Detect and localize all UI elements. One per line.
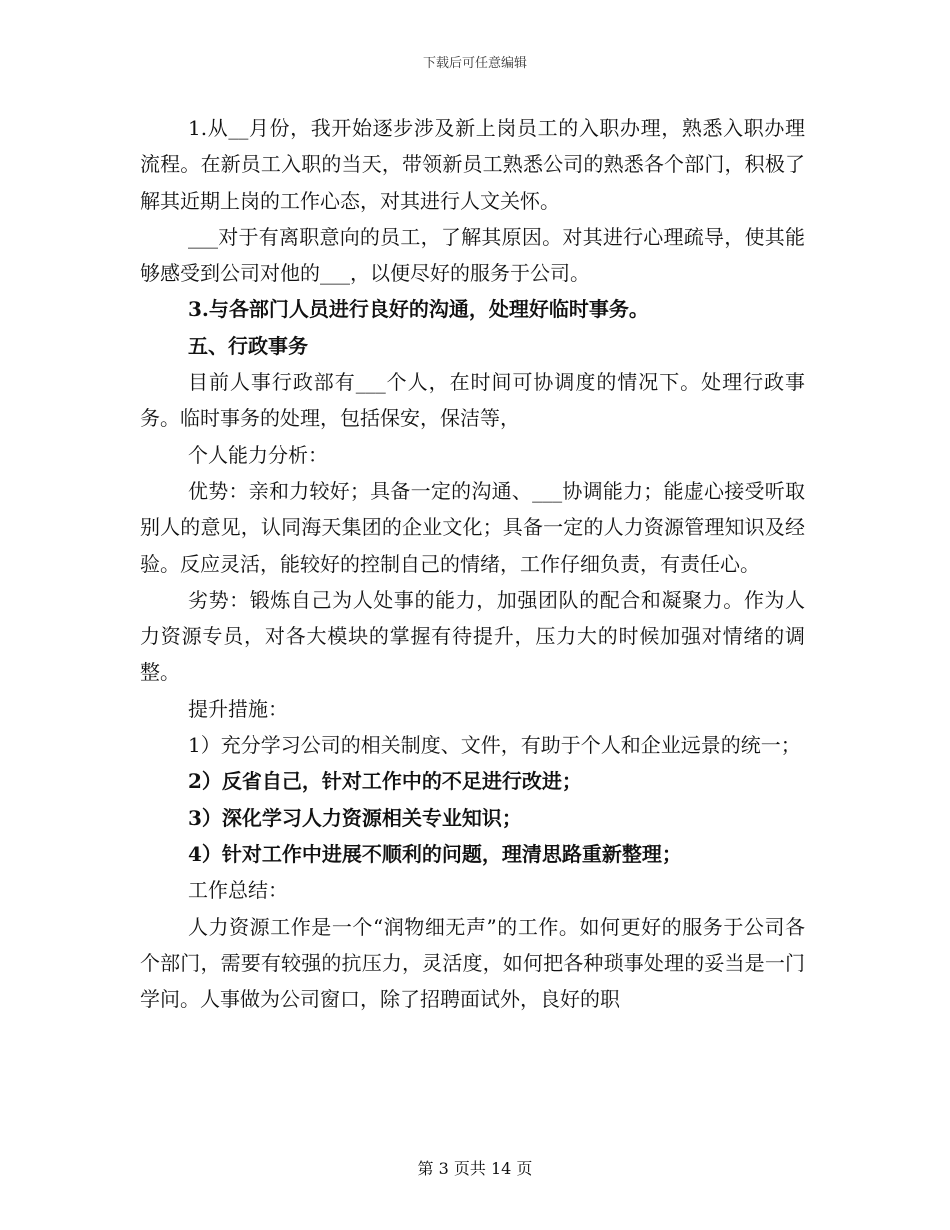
paragraph-improvement: 提升措施： (188, 696, 288, 721)
paragraph-admin-affairs: 目前人事行政部有___个人，在时间可协调度的情况下。处理行政事务。临时事务的处理，包括保安，保洁等， (140, 370, 805, 431)
paragraph-ability-analysis: 个人能力分析： (188, 442, 328, 467)
document-body (140, 110, 805, 1017)
list-item-3: 3）深化学习人力资源相关专业知识； (188, 805, 522, 830)
paragraph-resignation: ___对于有离职意向的员工，了解其原因。对其进行心理疏导，使其能够感受到公司对他的___，以便尽好的服务于公司。 (140, 224, 805, 286)
paragraph-communication: 3.与各部门人员进行良好的沟通，处理好临时事务。 (188, 297, 649, 322)
page-footer: 第 3 页共 14 页 (417, 1159, 533, 1178)
paragraph-summary: 人力资源工作是一个“润物细无声”的工作。如何更好的服务于公司各个部门，需要有较强的抗压力，灵活度，如何把各种琐事处理的妥当是一门学问。人事做为公司窗口，除了招聘面试外，良好的职 (140, 914, 805, 1012)
paragraph-onboarding: 1.从__月份，我开始逐步涉及新上岗员工的入职办理，熟悉入职办理流程。在新员工入职的当天，带领新员工熟悉公司的熟悉各个部门，积极了解其近期上岗的工作心态，对其进行人文关怀。 (140, 116, 805, 213)
paragraph-weaknesses: 劣势：锻炼自己为人处事的能力，加强团队的配合和凝聚力。作为人力资源专员，对各大模块的掌握有待提升，压力大的时候加强对情绪的调整。 (140, 587, 805, 685)
paragraph-summary-heading: 工作总结： (188, 878, 288, 903)
paragraph-strengths: 优势：亲和力较好；具备一定的沟通、___协调能力；能虚心接受听取别人的意见，认同海天集团的企业文化；具备一定的人力资源管理知识及经验。反应灵活，能较好的控制自己的情绪，工作仔细负责，有责任心。 (140, 478, 805, 576)
list-item-2: 2）反省自己，针对工作中的不足进行改进； (188, 769, 582, 794)
list-item-4: 4）针对工作中进展不顺利的问题，理清思路重新整理； (188, 841, 682, 866)
list-item-1: 1）充分学习公司的相关制度、文件，有助于个人和企业远景的统一； (188, 733, 801, 758)
section-heading-admin: 五、行政事务 (188, 333, 308, 358)
page-header: 下载后可任意编辑 (422, 56, 527, 71)
